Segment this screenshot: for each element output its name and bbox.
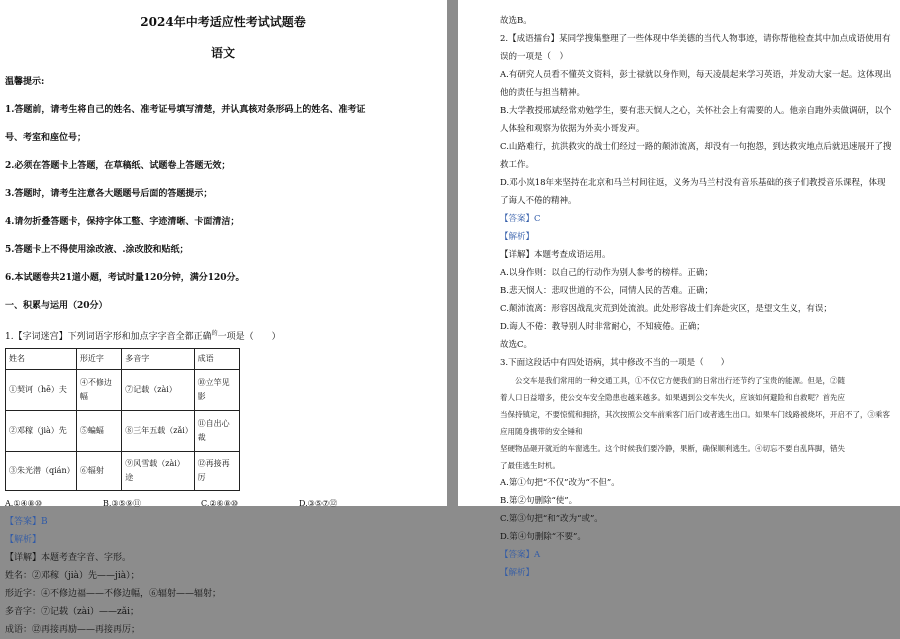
- table-cell: ⑩立竿见影: [194, 370, 239, 411]
- table-cell: 姓名: [6, 349, 77, 370]
- question-3-option: D.第④句删除“不要”。: [500, 532, 586, 542]
- passage-line: 公交车是我们常用的一种交通工具，①不仅它方便我们的日常出行还节约了宝贵的能源。但是，②随: [500, 376, 845, 385]
- word-table: [5, 348, 240, 491]
- question-2-option: 人体验和观察为依据为外卖小哥发声。: [500, 124, 645, 134]
- page-title: 2024年中考适应性考试试题卷: [140, 15, 306, 29]
- passage-line: 着人口日益增多，使公交车安全隐患也越来越多。如果遇到公交车失火，应该如何避险和自救呢？首先应: [500, 393, 845, 402]
- table-row: [6, 411, 240, 452]
- detail-line: 形近字：④不修边福——不修边幅，⑥辐射——辐射；: [5, 589, 222, 599]
- table-cell: ⑤蝙蝠: [76, 411, 121, 452]
- analysis-label: 【解析】: [5, 535, 42, 545]
- question-2-option: 了诲人不倦的精神。: [500, 196, 577, 206]
- detail-line: A.以身作则：以自己的行动作为别人参考的榜样。正确；: [500, 268, 713, 278]
- passage-line: 了最佳逃生时机。: [500, 461, 560, 470]
- detail-line: 成语：⑫再接再励——再接再厉；: [5, 625, 141, 635]
- notice-line: 5.答题卡上不得使用涂改液、.涂改胶和贴纸；: [5, 245, 189, 255]
- question-2-option: B.大学教授邢斌经常劝勉学生，要有悲天悯人之心，关怀社会上有需要的人。他亲自跑外卖做调研，以个: [500, 106, 892, 116]
- document-page-right: [458, 0, 900, 578]
- notice-heading: 温馨提示:: [5, 77, 45, 87]
- document-page-left: [0, 0, 447, 635]
- option-d: D.③⑤⑦⑫: [299, 499, 338, 508]
- passage-line: 坚硬物品砸开就近的车窗逃生。这个时候我们要冷静，果断，确保顺利逃生。④切忘不要自乱阵脚，错失: [500, 444, 845, 453]
- analysis-label: 【解析】: [500, 232, 535, 242]
- section-heading: 一、积累与运用（20分）: [5, 301, 108, 311]
- table-cell: ⑥辐射: [76, 452, 121, 491]
- table-cell: 成语: [194, 349, 239, 370]
- detail-line: 姓名：②邓稼（jià）先——jià）；: [5, 571, 140, 581]
- detail-line: 【详解】本题考查字音、字形。: [5, 553, 132, 563]
- question-2-stem-cont: 误的一项是（ ）: [500, 52, 569, 62]
- option-a: A.①④⑧⑩: [5, 499, 43, 508]
- table-cell: ②邓稼（jià）先: [6, 411, 77, 452]
- table-cell: ⑨风雪载（zài）途: [122, 452, 194, 491]
- table-cell: ⑦记载（zài）: [122, 370, 194, 411]
- detail-line: 【详解】本题考查成语运用。: [500, 250, 611, 260]
- question-2-option: A.有研究人员看不懂英文资料，彭士禄就以身作则，每天凌晨起来学习英语，并发动大家一起。这体现出: [500, 70, 892, 80]
- conclusion-line: 故选B。: [500, 16, 532, 26]
- question-3-option: C.第③句把“和”改为“或”。: [500, 514, 603, 524]
- notice-line: 1.答题前，请考生将自己的姓名、准考证号填写清楚，并认真核对条形码上的姓名、准考证: [5, 105, 366, 115]
- question-2-stem: 2.【成语擂台】某同学搜集整理了一些体现中华美德的当代人物事迹，请你帮他检查其中加点成语使用有: [500, 34, 891, 44]
- answer-label: 【答案】C: [500, 214, 541, 224]
- passage-line: 当保持镇定，不要惊慌和拥挤，其次按照公交车前乘客门后门或者逃生出口。如果车门线路被烧坏，开启不了，③乘客应用随身携带的安全锤和: [500, 410, 890, 436]
- answer-label: 【答案】B: [5, 517, 48, 527]
- question-1-stem-text: 1.【字词迷宫】下列词语字形和加点字字音全都正确: [5, 332, 212, 342]
- table-cell: 多音字: [122, 349, 194, 370]
- table-row: [6, 349, 240, 370]
- notice-line: 2.必须在答题卡上答题，在草稿纸、试题卷上答题无效；: [5, 161, 231, 171]
- detail-line: B.悲天悯人：悲叹世道的不公，同情人民的苦难。正确；: [500, 286, 713, 296]
- table-cell: ①契诃（hē）夫: [6, 370, 77, 411]
- question-1-stem: [5, 325, 441, 346]
- question-3-option: A.第①句把“不仅”改为“不但”。: [500, 478, 620, 488]
- question-3-stem: 3.下面这段话中有四处语病，其中修改不当的一项是（ ）: [500, 358, 730, 368]
- table-cell: ⑪自出心裁: [194, 411, 239, 452]
- subject-title: 语文: [210, 46, 235, 60]
- table-cell: 形近字: [76, 349, 121, 370]
- question-2-option: C.山路难行，抗洪救灾的战士们经过一路的颠沛流离，却没有一句抱怨，到达救灾地点后就迅速展开了搜: [500, 142, 892, 152]
- notice-line: 4.请勿折叠答题卡，保持字体工整、字迹清晰、卡面清洁；: [5, 217, 240, 227]
- question-2-option: 救工作。: [500, 160, 535, 170]
- notice-line: 6.本试题卷共21道小题，考试时量120分钟，满分120分。: [5, 273, 245, 283]
- question-1-stem-sup: 的: [211, 330, 218, 337]
- detail-line: C.颠沛流离：形容因战乱灾荒到处流浪。此处形容战士们奔赴灾区，是望文生义，有误；: [500, 304, 832, 314]
- question-1-stem-end: 一项是（ ）: [217, 332, 281, 342]
- detail-line: 故选C。: [500, 340, 533, 350]
- question-3-option: B.第②句删除“使”。: [500, 496, 578, 506]
- table-cell: ⑧三年五载（zǎi）: [122, 411, 194, 452]
- detail-line: 多音字：⑦记载（zài）——zǎi；: [5, 607, 139, 617]
- table-cell: ④不修边幅: [76, 370, 121, 411]
- table-cell: ⑫再接再厉: [194, 452, 239, 491]
- notice-line: 3.答题时，请考生注意各大题题号后面的答题提示；: [5, 189, 213, 199]
- detail-line: D.诲人不倦：教导别人时非常耐心，不知疲倦。正确；: [500, 322, 705, 332]
- question-2-option: D.邓小岚18年来坚持在北京和马兰村间往返，义务为马兰村没有音乐基础的孩子们教授音乐课程，体现: [500, 178, 886, 188]
- question-1-options: [5, 495, 441, 513]
- table-cell: ③朱光潜（qián）: [6, 452, 77, 491]
- table-row: [6, 452, 240, 491]
- option-c: C.②⑥⑧⑩: [201, 499, 239, 508]
- option-b: B.③⑤⑨⑪: [103, 499, 141, 508]
- analysis-label: 【解析】: [500, 568, 535, 578]
- notice-line: 号、考室和座位号；: [5, 133, 87, 143]
- table-row: [6, 370, 240, 411]
- answer-label: 【答案】A: [500, 550, 541, 560]
- question-2-option: 他的责任与担当精神。: [500, 88, 586, 98]
